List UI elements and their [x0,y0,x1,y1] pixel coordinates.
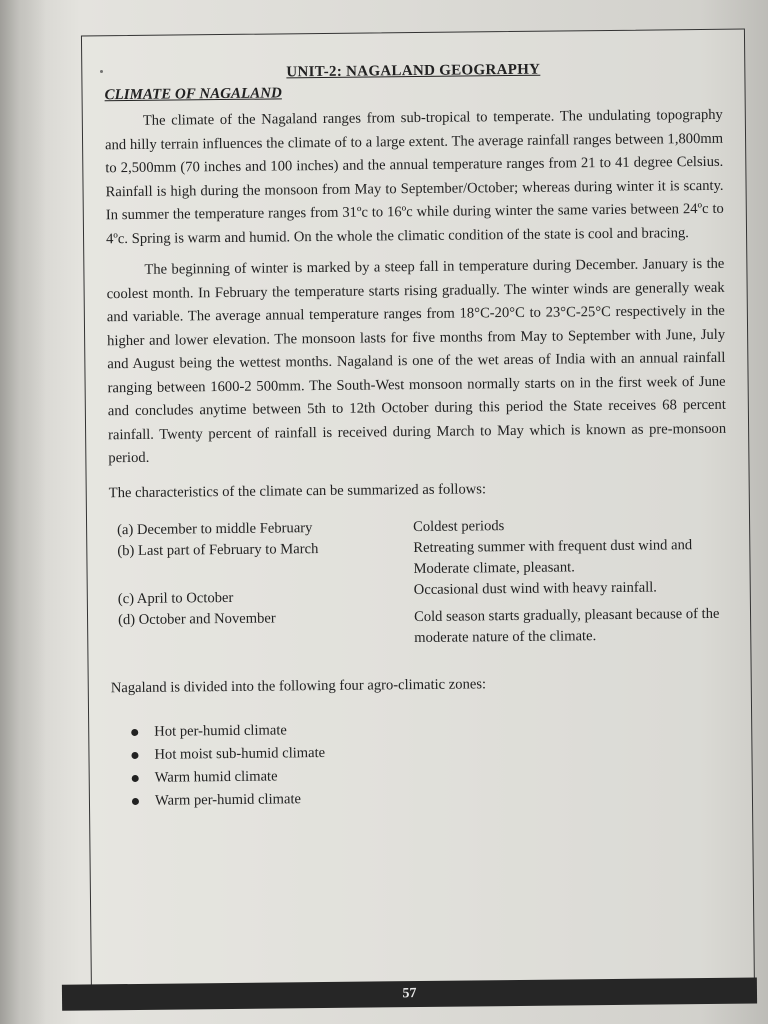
section-title: CLIMATE OF NAGALAND [104,85,282,104]
bullet-icon [131,728,138,735]
paragraph-2: The beginning of winter is marked by a steep fall in temperature during December. January is the coolest month. In February the temperature starts rising gradually. The winter winds are generally weak and variable. The average annual temperature ranges from 18°C-20°C to 23°C-25°C respectively in the higher and lower elevation. The monsoon lasts for five months from May to September with June, July and August being the wettest months. Nagaland is one of the wet areas of India with an annual rainfall ranging between 1600-2 500mm. The South-West monsoon normally starts on in the first week of June and concludes anytime between 5th to 12th October during this period the State receives 68 percent rainfall. Twenty percent of rainfall is received during March to May which is known as pre-monsoon period. [106,255,727,467]
page-number: 57 [402,986,417,1002]
period-a: (a) December to middle February [117,519,313,538]
summary-intro: The characteristics of the climate can be summarized as follows: [108,480,487,501]
zone-label: Hot moist sub-humid climate [154,744,326,763]
zones-intro: Nagaland is divided into the following four agro-climatic zones: [110,675,487,696]
page-frame [81,29,755,1006]
zone-label: Hot per-humid climate [154,721,287,740]
description-c: Occasional dust wind with heavy rainfall. [413,579,658,598]
bullet-icon [132,774,139,781]
zone-label: Warm per-humid climate [154,790,302,809]
period-d: (d) October and November [117,609,276,628]
bullet-icon [132,797,139,804]
zone-label: Warm humid climate [154,767,278,786]
description-d: Cold season starts gradually, pleasant because of the moderate nature of the climate. [413,605,720,646]
bullet-icon [131,751,138,758]
list-item [132,783,730,812]
unit-title: UNIT-2: NAGALAND GEOGRAPHY [286,61,541,81]
description-b: Retreating summer with frequent dust wind and Moderate climate, pleasant. [413,536,693,577]
description-a: Coldest periods [413,517,505,535]
period-b: (b) Last part of February to March [117,540,319,559]
climate-characteristics-list [117,513,728,651]
footer-bar [62,977,757,1010]
period-c: (c) April to October [117,589,234,607]
page-content [104,60,730,813]
agro-climatic-zones-list [131,714,730,812]
book-spine-shadow [0,0,46,1024]
paragraph-1: The climate of the Nagaland ranges from sub-tropical to temperate. The undulating topography and hilly terrain influences the climate of to a large extent. The average rainfall ranges between 1,800mm to 2,500mm (70 inches and 100 inches) and the annual temperature ranges from 21 to 41 degree Celsius. Rainfall is high during the monsoon from May to September/October; whereas during winter it is scanty. In summer the temperature ranges from 31ºc to 16ºc while during winter the same varies between 24ºc to 4ºc. Spring is warm and humid. On the whole the climatic condition of the state is cool and bracing. [105,106,724,247]
